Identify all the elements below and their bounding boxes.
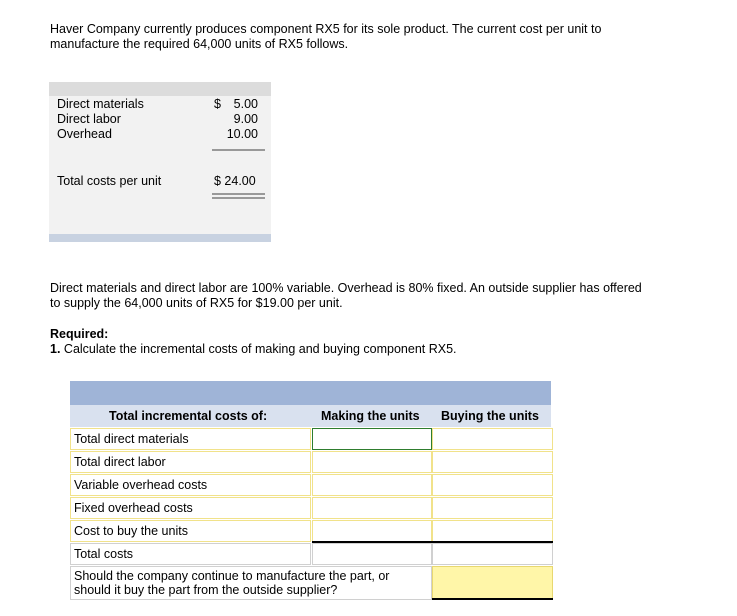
input-making-variable-overhead[interactable] [312,474,432,496]
cost-label-total: Total costs per unit [57,174,162,188]
subtotal-rule [212,149,265,151]
cost-label-direct-materials: Direct materials [57,97,144,111]
input-making-cost-to-buy[interactable] [312,520,432,542]
required-heading: Required: [50,327,109,341]
col-header-buying: Buying the units [441,409,539,423]
row-label-fixed-overhead: Fixed overhead costs [70,497,311,519]
info-text [50,281,642,311]
decision-line-1: Should the company continue to manufacture the part, or [74,569,390,583]
intro-text [50,22,601,52]
row-label-direct-labor: Total direct labor [70,451,311,473]
col-header-total-incremental: Total incremental costs of: [109,409,268,423]
cost-value-direct-materials: 5.00 [233,97,258,111]
cost-table-footer-bar [49,234,271,242]
cost-label-overhead: Overhead [57,127,112,141]
input-buying-cost-to-buy[interactable] [432,520,553,542]
input-making-fixed-overhead[interactable] [312,497,432,519]
row-label-variable-overhead: Variable overhead costs [70,474,311,496]
cost-label-direct-labor: Direct labor [57,112,121,126]
info-line-1: Direct materials and direct labor are 100% variable. Overhead is 80% fixed. An outside supplier has offered [50,281,642,295]
row-label-direct-materials: Total direct materials [70,428,311,450]
dollar-sign: $ [214,97,221,111]
decision-dropdown[interactable] [432,566,553,599]
question-1-text: Calculate the incremental costs of making and buying component RX5. [63,342,457,356]
decision-question [70,566,432,600]
total-double-rule [212,193,265,199]
input-buying-fixed-overhead[interactable] [432,497,553,519]
cost-value-total: $ 24.00 [214,174,256,188]
input-buying-direct-materials[interactable] [432,428,553,450]
value-buying-total [432,543,553,565]
col-header-making: Making the units [321,409,420,423]
cost-table-header-bar [49,82,271,96]
input-making-direct-labor[interactable] [312,451,432,473]
decision-underline [432,598,553,600]
question-1 [50,342,457,356]
input-making-direct-materials[interactable] [312,428,432,450]
value-making-total [312,543,432,565]
intro-line-2: manufacture the required 64,000 units of RX5 follows. [50,37,349,51]
question-1-number: 1. [50,342,61,356]
row-label-cost-to-buy: Cost to buy the units [70,520,311,542]
row-label-total-costs: Total costs [70,543,311,565]
cost-value-direct-labor: 9.00 [233,112,258,126]
input-buying-direct-labor[interactable] [432,451,553,473]
decision-line-2: should it buy the part from the outside supplier? [74,583,338,597]
input-buying-variable-overhead[interactable] [432,474,553,496]
info-line-2: to supply the 64,000 units of RX5 for $19.00 per unit. [50,296,343,310]
cost-value-overhead: 10.00 [226,127,258,141]
answer-table-header-bar [70,381,551,405]
intro-line-1: Haver Company currently produces component RX5 for its sole product. The current cost per unit to [50,22,602,36]
